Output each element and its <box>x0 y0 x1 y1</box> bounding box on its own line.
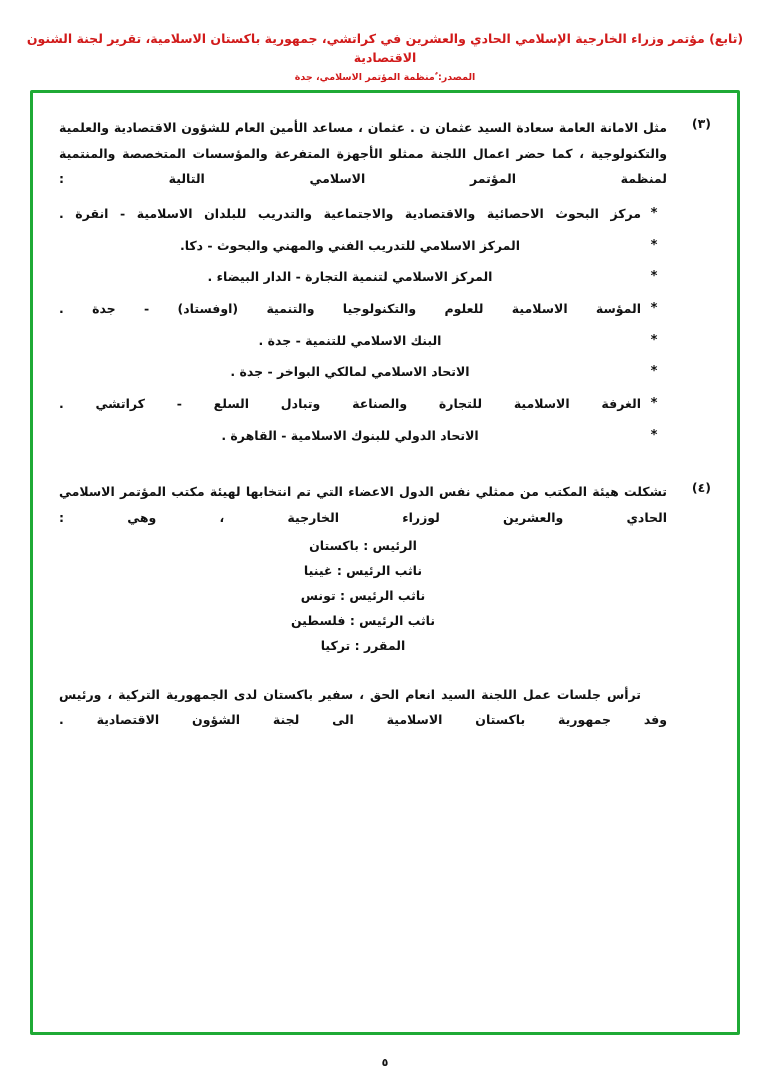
header-source: المصدر: ٌمنظمة المؤتمر الاسلامي، جدة <box>294 71 476 83</box>
clause-3 <box>59 115 711 455</box>
list-item-label: المركز الاسلامي لتنمية التجارة - الدار البيضاء . <box>207 269 493 285</box>
list-item <box>59 360 667 385</box>
clause-4-number: (٤) <box>691 480 711 496</box>
list-item-label: الاتحاد الدولي للبنوك الاسلامية - القاهرة . <box>221 427 479 443</box>
clause-4-paragraph: تشكلت هيئة المكتب من ممثلي نفس الدول الاعضاء التي تم انتخابها لهيئة مكتب المؤتمر الاسلامي الحادي والعشرين لوزراء الخارجية ، وهي : <box>59 484 667 525</box>
closing-spacer <box>59 658 667 676</box>
bullet-icon: * <box>650 396 658 411</box>
list-item <box>59 202 667 227</box>
clause-3-paragraph: مثل الامانة العامة سعادة السيد عثمان ن . عثمان ، مساعد الأمين العام للشؤون الاقتصادية والعلمية والتكنولوجية ، كما حضر اعمال اللجنة ممثلو الأجهزة المتفرعة والمؤسسات المتخصصة والمنتمية لمنظمة المؤتمر الاسلامي التالية : <box>59 120 667 187</box>
header-title: (تابع) مؤتمر وزراء الخارجية الإسلامي الحادي والعشرين في كراتشي، جمهورية باكستان الاسلامية، تقرير لجنة الشنون الاقتصادية <box>26 31 744 65</box>
bureau-roster <box>59 533 667 658</box>
page-number: ٥ <box>381 1056 389 1069</box>
list-item-label: الاتحاد الاسلامي لمالكي البواخر - جدة . <box>230 364 470 380</box>
bullet-icon: * <box>650 300 658 316</box>
list-item <box>59 234 667 259</box>
roster-line-rapporteur: المقرر : تركيا <box>320 637 406 653</box>
bullet-icon: * <box>650 205 658 221</box>
closing-paragraph: ترأس جلسات عمل اللجنة السيد انعام الحق ، سفير باكستان لدى الجمهورية التركية ، ورئيس وفد جمهورية باكستان الاسلامية الى لجنة الشؤون الاقتصادية . <box>59 686 667 728</box>
roster-line-chairman: الرئيس : باكستان <box>309 537 417 553</box>
clause-4 <box>59 479 711 733</box>
clause-3-body <box>59 115 667 455</box>
list-item <box>59 329 667 354</box>
list-item-label: المؤسة الاسلامية للعلوم والتكنولوجيا والتنمية (اوفستاد) - جدة . <box>59 300 641 316</box>
list-item-label: الغرفة الاسلامية للتجارة والصناعة وتبادل السلع - كراتشي . <box>59 396 641 411</box>
list-item-label: مركز البحوث الاحصائية والاقتصادية والاجتماعية والتدريب للبلدان الاسلامية - انقرة . <box>59 205 641 221</box>
institutions-list <box>59 202 667 449</box>
list-item <box>59 424 667 449</box>
document-body <box>59 115 711 733</box>
document-frame <box>30 90 740 1035</box>
page-footer <box>0 1056 770 1069</box>
list-item <box>59 297 667 322</box>
bullet-icon: * <box>650 364 658 380</box>
bullet-icon: * <box>650 237 658 253</box>
clause-4-body <box>59 479 667 733</box>
roster-line-vice-chairman-2: ناثب الرئيس : تونس <box>300 587 426 603</box>
list-item-label: البنك الاسلامي للتنمية - جدة . <box>258 332 442 348</box>
roster-line-vice-chairman-1: ناثب الرئيس : غينيا <box>303 562 423 578</box>
closing-block <box>59 682 667 733</box>
list-item-label: المركز الاسلامي للتدريب الفني والمهني والبحوث - دكا. <box>179 237 521 253</box>
list-item <box>59 265 667 290</box>
bullet-icon: * <box>650 332 658 348</box>
document-header <box>0 0 770 83</box>
list-item <box>59 392 667 417</box>
clause-3-number: (٣) <box>691 116 711 131</box>
bullet-icon: * <box>650 269 658 285</box>
section-spacer <box>59 461 711 479</box>
bullet-icon: * <box>650 427 658 443</box>
roster-line-vice-chairman-3: ناثب الرئيس : فلسطين <box>290 612 436 628</box>
